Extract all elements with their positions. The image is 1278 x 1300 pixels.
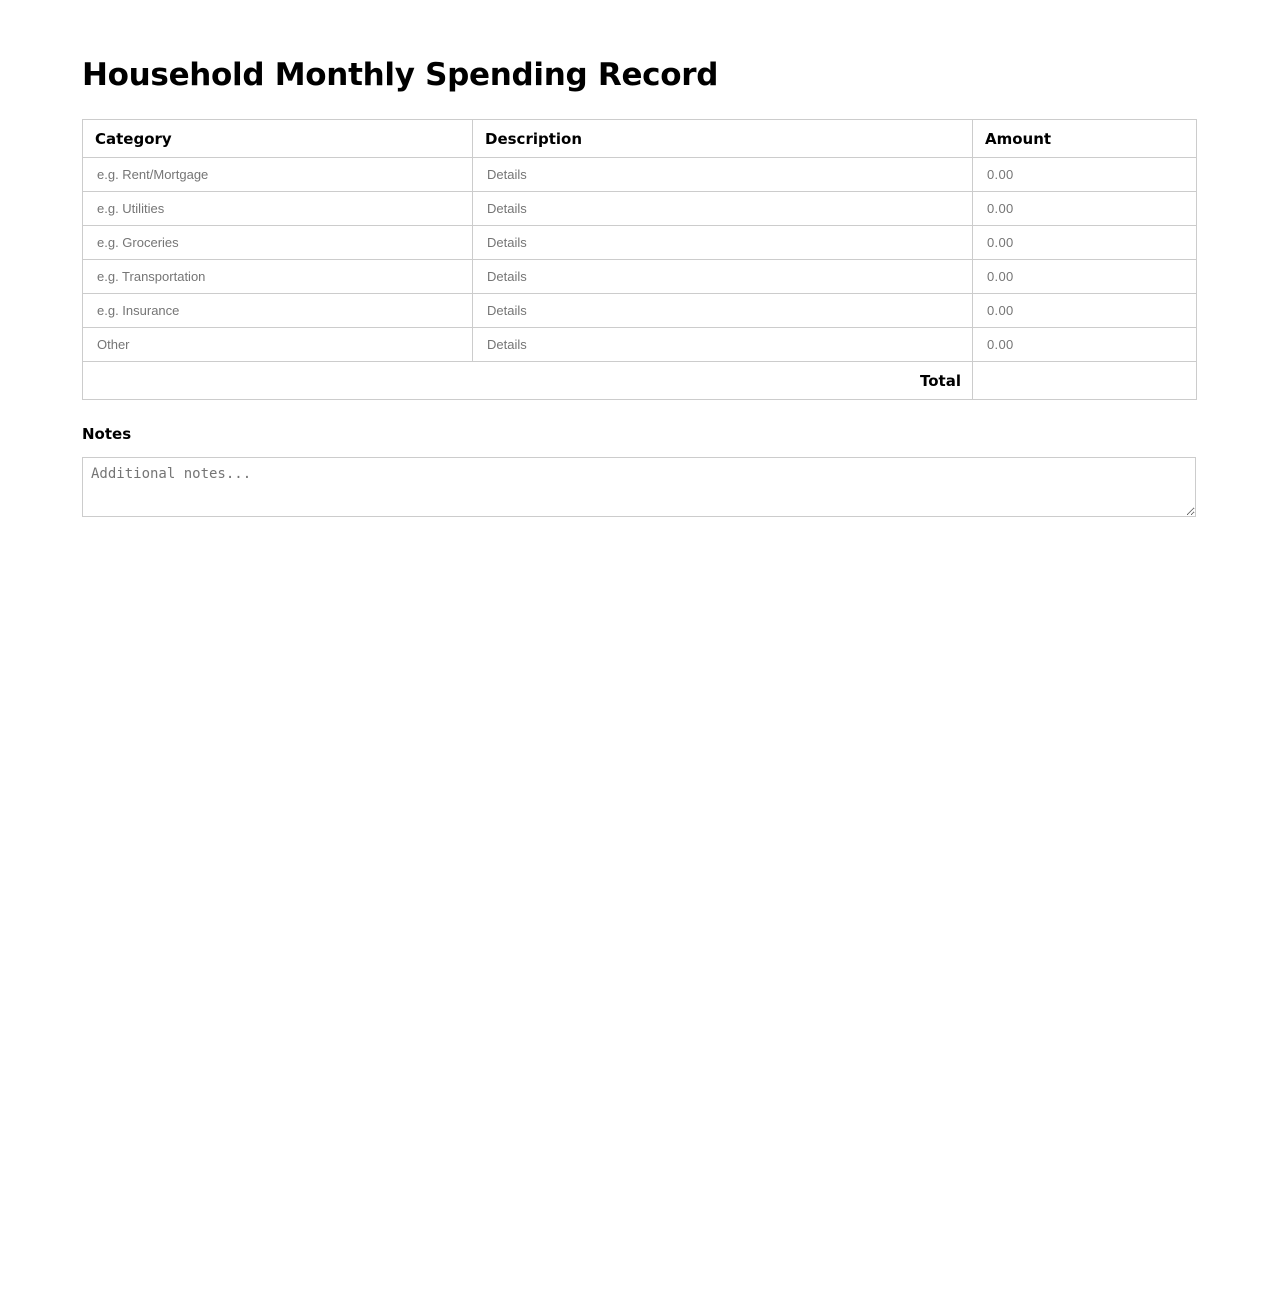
description-input[interactable] [473,329,972,361]
notes-textarea[interactable] [82,457,1196,517]
table-row [83,158,1197,192]
description-input[interactable] [473,159,972,191]
column-header-category: Category [83,120,473,158]
table-row [83,192,1197,226]
amount-input[interactable] [973,227,1196,259]
category-input[interactable] [83,295,472,327]
table-row [83,260,1197,294]
category-input[interactable] [83,329,472,361]
table-header-row [83,120,1197,158]
amount-input[interactable] [973,261,1196,293]
amount-input[interactable] [973,159,1196,191]
description-input[interactable] [473,227,972,259]
table-row [83,226,1197,260]
table-row [83,328,1197,362]
total-row [83,362,1197,400]
description-input[interactable] [473,261,972,293]
column-header-description: Description [473,120,973,158]
category-input[interactable] [83,159,472,191]
amount-input[interactable] [973,193,1196,225]
column-header-amount: Amount [973,120,1197,158]
spending-table [82,119,1197,400]
amount-input[interactable] [973,295,1196,327]
page-title: Household Monthly Spending Record [82,57,719,93]
category-input[interactable] [83,227,472,259]
description-input[interactable] [473,193,972,225]
category-input[interactable] [83,261,472,293]
total-label: Total [83,362,973,400]
amount-input[interactable] [973,329,1196,361]
description-input[interactable] [473,295,972,327]
category-input[interactable] [83,193,472,225]
total-value [973,362,1197,400]
table-row [83,294,1197,328]
notes-label: Notes [82,425,132,443]
